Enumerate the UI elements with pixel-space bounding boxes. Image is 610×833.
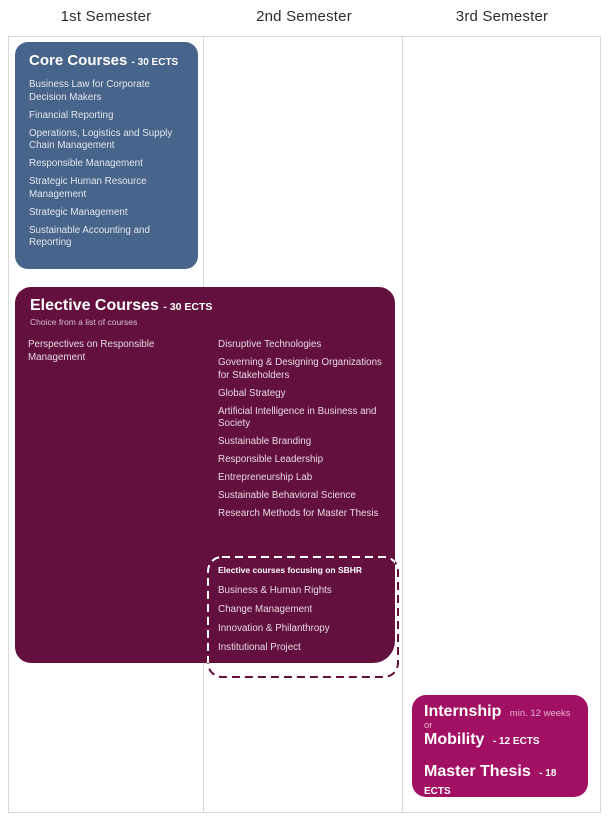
elective-courses-title	[30, 297, 380, 315]
sbhr-label: Elective courses focusing on SBHR	[218, 565, 363, 575]
course-item: Sustainable Branding	[218, 436, 312, 447]
core-courses-ects: - 30 ECTS	[131, 57, 179, 68]
header-2nd-semester: 2nd Semester	[256, 8, 352, 25]
header-1st-semester: 1st Semester	[60, 8, 152, 25]
course-item: Responsible Management	[29, 158, 143, 169]
master-thesis-label: Master Thesis	[424, 763, 531, 780]
master-thesis-suffix: - 18 ECTS	[424, 768, 557, 797]
course-item: Responsible Leadership	[218, 454, 324, 465]
core-courses-title-text: Core Courses	[29, 52, 128, 69]
master-thesis-line	[424, 763, 576, 799]
course-item: Business Law for Corporate Decision Makers	[29, 79, 150, 103]
header-3rd-semester: 3rd Semester	[455, 8, 549, 25]
internship-label: Internship	[424, 703, 502, 720]
course-item: Research Methods for Master Thesis	[218, 508, 379, 519]
course-item: Strategic Management	[29, 206, 128, 218]
course-item: Business & Human Rights	[218, 585, 332, 596]
course-item: Artificial Intelligence in Business and Society	[218, 405, 377, 429]
course-item: Governing & Designing Organizations for Stakeholders	[218, 357, 382, 381]
course-item: Operations, Logistics and Supply Chain Management	[29, 127, 173, 151]
mobility-label: Mobility	[424, 731, 485, 748]
core-courses-title	[29, 52, 184, 69]
internship-suffix: min. 12 weeks	[509, 708, 571, 719]
or-label: or	[424, 720, 433, 731]
mobility-line	[424, 731, 576, 749]
elective-column-1	[28, 339, 203, 370]
course-item: Entrepreneurship Lab	[218, 472, 313, 483]
mobility-suffix: - 12 ECTS	[492, 736, 540, 747]
course-item: Perspectives on Responsible Management	[28, 339, 155, 363]
course-item: Institutional Project	[218, 642, 301, 653]
course-item: Sustainable Behavioral Science	[218, 490, 356, 501]
core-courses-box	[15, 42, 198, 269]
course-item: Disruptive Technologies	[218, 339, 322, 350]
course-item: Innovation & Philanthropy	[218, 623, 330, 634]
internship-mobility-thesis-box	[412, 695, 588, 797]
elective-column-2	[218, 339, 388, 526]
elective-courses-subtitle: Choice from a list of courses	[30, 317, 138, 327]
course-item: Financial Reporting	[29, 109, 114, 121]
sbhr-box	[218, 565, 388, 660]
elective-courses-title-text: Elective Courses	[30, 297, 159, 314]
course-item: Global Strategy	[218, 387, 286, 399]
course-item: Sustainable Accounting and Reporting	[29, 224, 150, 248]
core-courses-list	[29, 79, 184, 250]
elective-courses-ects: - 30 ECTS	[163, 301, 213, 313]
course-item: Change Management	[218, 604, 313, 615]
course-item: Strategic Human Resource Management	[29, 176, 147, 200]
internship-line	[424, 703, 576, 721]
